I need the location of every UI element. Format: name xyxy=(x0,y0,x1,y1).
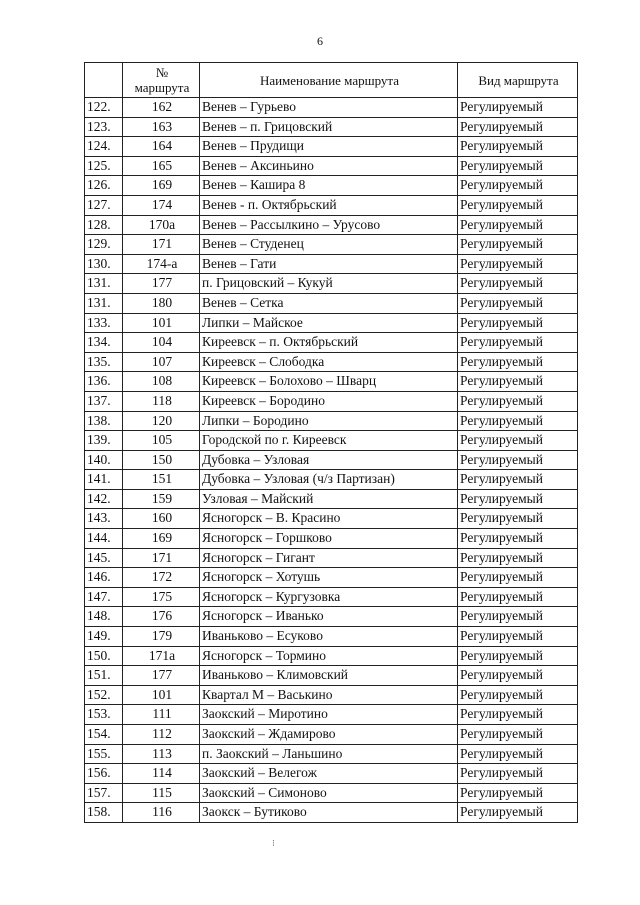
route-type: Регулируемый xyxy=(458,274,578,294)
route-name: Иваньково – Есуково xyxy=(200,627,458,647)
row-index: 141. xyxy=(85,470,123,490)
route-name: Венев - п. Октябрьский xyxy=(200,195,458,215)
route-name: п. Заокский – Ланьшино xyxy=(200,744,458,764)
table-row xyxy=(85,98,578,118)
route-number: 180 xyxy=(123,293,200,313)
row-index: 134. xyxy=(85,333,123,353)
row-index: 152. xyxy=(85,685,123,705)
route-name: Венев – Кашира 8 xyxy=(200,176,458,196)
row-index: 148. xyxy=(85,607,123,627)
route-type: Регулируемый xyxy=(458,352,578,372)
route-name: Узловая – Майский xyxy=(200,489,458,509)
route-number: 171 xyxy=(123,548,200,568)
row-index: 130. xyxy=(85,254,123,274)
route-name: Ясногорск – Иванько xyxy=(200,607,458,627)
table-row xyxy=(85,293,578,313)
table-row xyxy=(85,764,578,784)
header-route-number xyxy=(123,63,200,98)
route-number: 112 xyxy=(123,725,200,745)
route-number: 163 xyxy=(123,117,200,137)
route-type: Регулируемый xyxy=(458,254,578,274)
route-type: Регулируемый xyxy=(458,215,578,235)
route-type: Регулируемый xyxy=(458,372,578,392)
header-number-symbol: № xyxy=(155,65,169,80)
table-row xyxy=(85,195,578,215)
row-index: 158. xyxy=(85,803,123,823)
route-number: 177 xyxy=(123,666,200,686)
route-type: Регулируемый xyxy=(458,313,578,333)
row-index: 147. xyxy=(85,587,123,607)
route-name: Венев – п. Грицовский xyxy=(200,117,458,137)
route-name: Ясногорск – Кургузовка xyxy=(200,587,458,607)
route-type: Регулируемый xyxy=(458,235,578,255)
row-index: 131. xyxy=(85,293,123,313)
route-number: 171 xyxy=(123,235,200,255)
table-row xyxy=(85,666,578,686)
route-number: 107 xyxy=(123,352,200,372)
route-number: 118 xyxy=(123,391,200,411)
row-index: 143. xyxy=(85,509,123,529)
table-row xyxy=(85,705,578,725)
route-type: Регулируемый xyxy=(458,117,578,137)
route-number: 101 xyxy=(123,313,200,333)
route-number: 101 xyxy=(123,685,200,705)
table-row xyxy=(85,215,578,235)
route-type: Регулируемый xyxy=(458,568,578,588)
route-name: Заокский – Симоново xyxy=(200,783,458,803)
row-index: 123. xyxy=(85,117,123,137)
route-type: Регулируемый xyxy=(458,450,578,470)
route-name: Киреевск – Болохово – Шварц xyxy=(200,372,458,392)
header-route-name: Наименование маршрута xyxy=(200,63,458,98)
row-index: 122. xyxy=(85,98,123,118)
route-type: Регулируемый xyxy=(458,333,578,353)
row-index: 140. xyxy=(85,450,123,470)
route-name: Иваньково – Климовский xyxy=(200,666,458,686)
row-index: 127. xyxy=(85,195,123,215)
route-type: Регулируемый xyxy=(458,764,578,784)
header-index xyxy=(85,63,123,98)
route-number: 150 xyxy=(123,450,200,470)
route-type: Регулируемый xyxy=(458,411,578,431)
table-row xyxy=(85,803,578,823)
route-number: 113 xyxy=(123,744,200,764)
table-row xyxy=(85,470,578,490)
route-type: Регулируемый xyxy=(458,666,578,686)
header-row xyxy=(85,63,578,98)
row-index: 145. xyxy=(85,548,123,568)
route-number: 179 xyxy=(123,627,200,647)
route-name: Дубовка – Узловая (ч/з Партизан) xyxy=(200,470,458,490)
route-number: 151 xyxy=(123,470,200,490)
table-row xyxy=(85,509,578,529)
route-type: Регулируемый xyxy=(458,176,578,196)
route-name: Киреевск – Слободка xyxy=(200,352,458,372)
row-index: 153. xyxy=(85,705,123,725)
route-type: Регулируемый xyxy=(458,293,578,313)
route-name: Киреевск – п. Октябрьский xyxy=(200,333,458,353)
route-type: Регулируемый xyxy=(458,470,578,490)
route-number: 175 xyxy=(123,587,200,607)
route-name: Венев – Гурьево xyxy=(200,98,458,118)
scan-mark: ⁝ xyxy=(272,838,275,848)
row-index: 137. xyxy=(85,391,123,411)
row-index: 155. xyxy=(85,744,123,764)
route-name: Липки – Майское xyxy=(200,313,458,333)
route-name: Заокский – Велегож xyxy=(200,764,458,784)
table-row xyxy=(85,137,578,157)
table-row xyxy=(85,274,578,294)
table-row xyxy=(85,313,578,333)
row-index: 135. xyxy=(85,352,123,372)
table-row xyxy=(85,235,578,255)
route-name: Киреевск – Бородино xyxy=(200,391,458,411)
route-number: 159 xyxy=(123,489,200,509)
route-number: 162 xyxy=(123,98,200,118)
route-type: Регулируемый xyxy=(458,529,578,549)
table-row xyxy=(85,156,578,176)
row-index: 156. xyxy=(85,764,123,784)
table-row xyxy=(85,372,578,392)
route-name: Ясногорск – В. Красино xyxy=(200,509,458,529)
table-row xyxy=(85,431,578,451)
route-name: Ясногорск – Тормино xyxy=(200,646,458,666)
table-row xyxy=(85,548,578,568)
row-index: 131. xyxy=(85,274,123,294)
route-type: Регулируемый xyxy=(458,607,578,627)
table-row xyxy=(85,176,578,196)
route-name: Заокский – Миротино xyxy=(200,705,458,725)
table-row xyxy=(85,489,578,509)
route-number: 165 xyxy=(123,156,200,176)
route-type: Регулируемый xyxy=(458,627,578,647)
route-type: Регулируемый xyxy=(458,489,578,509)
routes-table xyxy=(84,62,578,823)
route-name: Венев – Аксиньино xyxy=(200,156,458,176)
table-row xyxy=(85,568,578,588)
table-body xyxy=(85,98,578,823)
route-number: 111 xyxy=(123,705,200,725)
route-type: Регулируемый xyxy=(458,803,578,823)
route-type: Регулируемый xyxy=(458,725,578,745)
route-type: Регулируемый xyxy=(458,587,578,607)
row-index: 146. xyxy=(85,568,123,588)
route-type: Регулируемый xyxy=(458,705,578,725)
table-row xyxy=(85,627,578,647)
table-row xyxy=(85,450,578,470)
route-type: Регулируемый xyxy=(458,98,578,118)
table-row xyxy=(85,685,578,705)
table-row xyxy=(85,587,578,607)
route-name: Венев – Прудищи xyxy=(200,137,458,157)
route-type: Регулируемый xyxy=(458,646,578,666)
table-row xyxy=(85,117,578,137)
table-row xyxy=(85,783,578,803)
route-number: 160 xyxy=(123,509,200,529)
route-number: 164 xyxy=(123,137,200,157)
header-number-label: маршрута xyxy=(134,80,190,95)
table-row xyxy=(85,529,578,549)
row-index: 128. xyxy=(85,215,123,235)
table-row xyxy=(85,411,578,431)
route-number: 177 xyxy=(123,274,200,294)
route-number: 169 xyxy=(123,176,200,196)
table-row xyxy=(85,607,578,627)
route-name: Ясногорск – Хотушь xyxy=(200,568,458,588)
route-number: 115 xyxy=(123,783,200,803)
row-index: 139. xyxy=(85,431,123,451)
route-number: 116 xyxy=(123,803,200,823)
route-name: Заокский – Ждамирово xyxy=(200,725,458,745)
route-type: Регулируемый xyxy=(458,391,578,411)
header-route-type: Вид маршрута xyxy=(458,63,578,98)
row-index: 124. xyxy=(85,137,123,157)
row-index: 149. xyxy=(85,627,123,647)
route-number: 174-а xyxy=(123,254,200,274)
page-number: 6 xyxy=(317,34,323,48)
row-index: 157. xyxy=(85,783,123,803)
route-name: Венев – Сетка xyxy=(200,293,458,313)
row-index: 144. xyxy=(85,529,123,549)
table-row xyxy=(85,352,578,372)
route-name: Липки – Бородино xyxy=(200,411,458,431)
row-index: 150. xyxy=(85,646,123,666)
row-index: 125. xyxy=(85,156,123,176)
route-number: 170а xyxy=(123,215,200,235)
route-number: 105 xyxy=(123,431,200,451)
table-row xyxy=(85,333,578,353)
table-row xyxy=(85,391,578,411)
route-type: Регулируемый xyxy=(458,744,578,764)
row-index: 129. xyxy=(85,235,123,255)
route-number: 176 xyxy=(123,607,200,627)
row-index: 151. xyxy=(85,666,123,686)
row-index: 126. xyxy=(85,176,123,196)
route-number: 174 xyxy=(123,195,200,215)
route-name: Ясногорск – Горшково xyxy=(200,529,458,549)
route-type: Регулируемый xyxy=(458,548,578,568)
route-type: Регулируемый xyxy=(458,783,578,803)
table-row xyxy=(85,254,578,274)
row-index: 133. xyxy=(85,313,123,333)
route-number: 104 xyxy=(123,333,200,353)
row-index: 138. xyxy=(85,411,123,431)
route-number: 171а xyxy=(123,646,200,666)
route-number: 172 xyxy=(123,568,200,588)
table-row xyxy=(85,646,578,666)
row-index: 154. xyxy=(85,725,123,745)
row-index: 142. xyxy=(85,489,123,509)
row-index: 136. xyxy=(85,372,123,392)
route-number: 108 xyxy=(123,372,200,392)
route-name: Квартал М – Васькино xyxy=(200,685,458,705)
route-number: 120 xyxy=(123,411,200,431)
route-name: Венев – Гати xyxy=(200,254,458,274)
route-name: Городской по г. Киреевск xyxy=(200,431,458,451)
route-name: Ясногорск – Гигант xyxy=(200,548,458,568)
route-type: Регулируемый xyxy=(458,509,578,529)
route-name: Венев – Рассылкино – Урусово xyxy=(200,215,458,235)
table-row xyxy=(85,744,578,764)
route-name: Дубовка – Узловая xyxy=(200,450,458,470)
route-type: Регулируемый xyxy=(458,431,578,451)
table-header xyxy=(85,63,578,98)
route-type: Регулируемый xyxy=(458,195,578,215)
route-type: Регулируемый xyxy=(458,685,578,705)
route-name: Заокск – Бутиково xyxy=(200,803,458,823)
route-type: Регулируемый xyxy=(458,137,578,157)
table-row xyxy=(85,725,578,745)
route-name: п. Грицовский – Кукуй xyxy=(200,274,458,294)
route-type: Регулируемый xyxy=(458,156,578,176)
route-number: 114 xyxy=(123,764,200,784)
route-number: 169 xyxy=(123,529,200,549)
route-name: Венев – Студенец xyxy=(200,235,458,255)
